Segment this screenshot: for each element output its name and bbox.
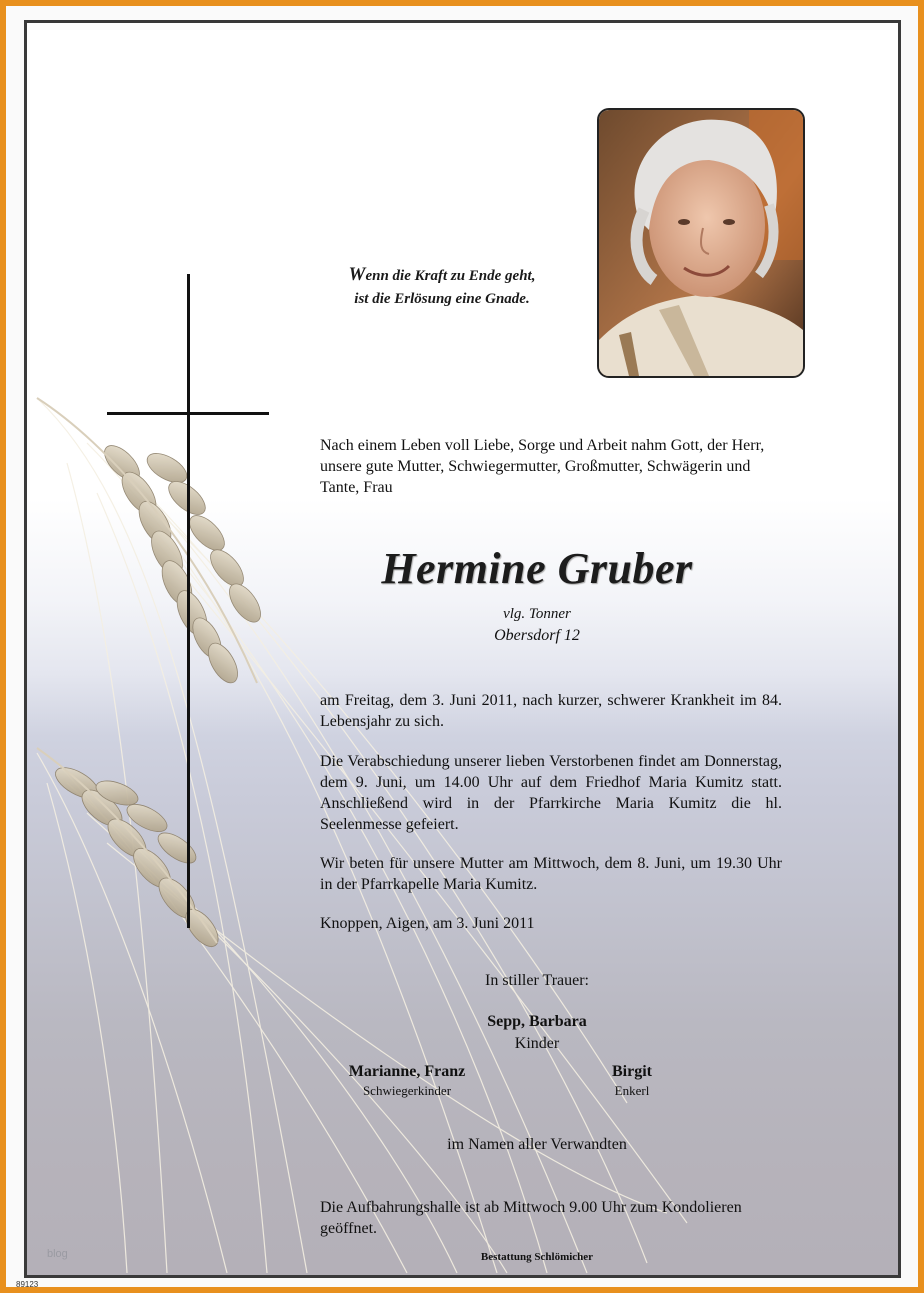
- children-role: Kinder: [514, 1035, 560, 1052]
- quote-line-2: ist die Erlösung eine Gnade.: [354, 291, 530, 307]
- deceased-address: Obersdorf 12: [494, 627, 580, 644]
- death-paragraph: am Freitag, dem 3. Juni 2011, nach kurzer, schwerer Krankheit im 84. Lebensjahr zu sich.: [320, 692, 782, 730]
- inlaws-role: Schwiegerkinder: [362, 1083, 452, 1098]
- viewing-note: Die Aufbahrungshalle ist ab Mittwoch 9.00 Uhr zum Kondolieren geöffnet.: [320, 1199, 742, 1237]
- deceased-name: Hermine Gruber: [381, 544, 693, 593]
- quote-line-1: [297, 263, 587, 288]
- prayer-paragraph: Wir beten für unsere Mutter am Mittwoch, dem 8. Juni, um 19.30 Uhr in der Pfarrkapelle Maria Kumitz.: [320, 855, 782, 893]
- epitaph-quote: [297, 263, 587, 311]
- inner-frame: [24, 20, 901, 1278]
- relatives-line: im Namen aller Verwandten: [447, 1136, 627, 1153]
- mourning-heading: In stiller Trauer:: [485, 972, 589, 989]
- grandchildren-names: Birgit: [612, 1063, 652, 1080]
- portrait-image: [599, 110, 803, 376]
- latin-cross-bar: [107, 412, 269, 415]
- watermark: blog: [47, 1248, 68, 1260]
- place-date: Knoppen, Aigen, am 3. Juni 2011: [320, 915, 535, 932]
- undertaker-name: Bestattung Schlömicher: [480, 1251, 594, 1263]
- grandchildren-role: Enkerl: [614, 1083, 650, 1098]
- portrait-photo: [597, 108, 805, 378]
- funeral-paragraph: Die Verabschiedung unserer lieben Verstorbenen findet am Donnerstag, dem 9. Juni, um 14.00 Uhr auf dem Friedhof Maria Kumitz statt. Anschließend wird in der Pfarrkirche Maria Kumitz die hl. Seelenmesse gefeiert.: [320, 753, 782, 833]
- print-code: 89123: [16, 1280, 39, 1289]
- quote-line-1-rest: enn die Kraft zu Ende geht,: [365, 268, 536, 284]
- inlaws-names: Marianne, Franz: [348, 1063, 466, 1080]
- deceased-vulgo: vlg. Tonner: [503, 606, 571, 622]
- latin-cross-icon: [187, 274, 190, 928]
- intro-text: Nach einem Leben voll Liebe, Sorge und Arbeit nahm Gott, der Herr, unsere gute Mutter, Schwiegermutter, Großmutter, Schwägerin und Tante, Frau: [320, 437, 765, 496]
- children-names: Sepp, Barbara: [487, 1013, 587, 1030]
- quote-initial: W: [348, 264, 366, 285]
